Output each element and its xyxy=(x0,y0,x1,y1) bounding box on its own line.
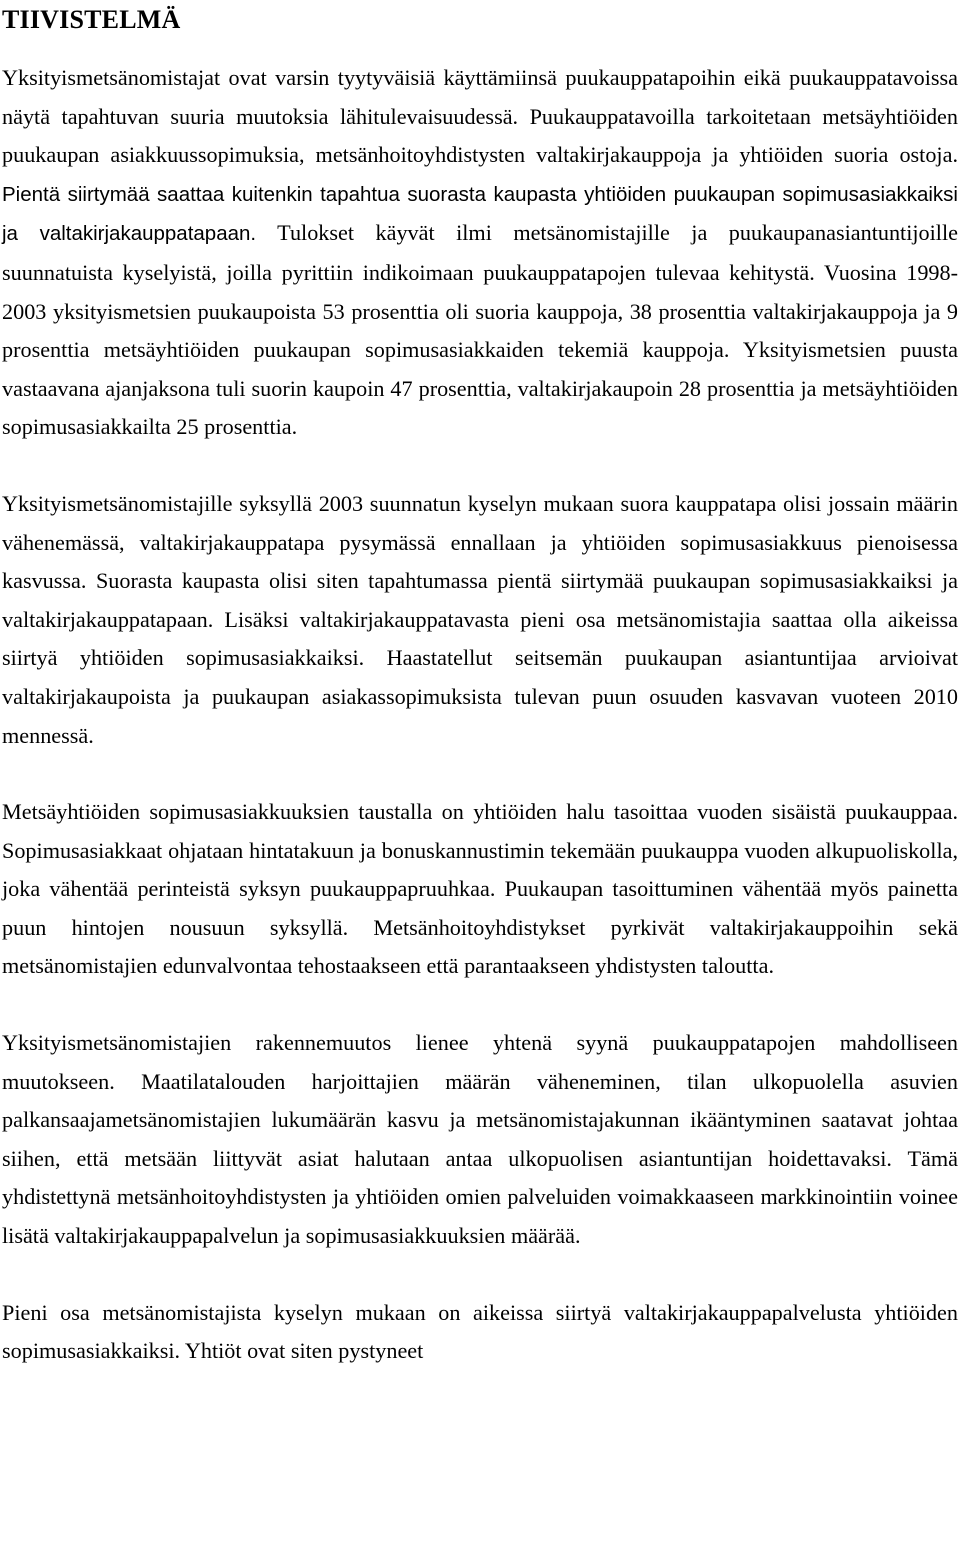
paragraph-1 xyxy=(2,59,958,447)
paragraph-4: Yksityismetsänomistajien rakennemuutos lienee yhtenä syynä puukauppatapojen mahdolliseen muutokseen. Maatilatalouden harjoittajien määrän väheneminen, tilan ulkopuolella asuvien palkansaajametsänomistajien lukumäärän kasvu ja metsänomistajakunnan ikääntyminen saatavat johtaa siihen, että metsään liittyvät asiat halutaan antaa ulkopuolisen asiantuntijan hoidettavaksi. Tämä yhdistettynä metsänhoitoyhdistysten ja yhtiöiden omien palveluiden voimakkaaseen markkinointiin voinee lisätä valtakirjakauppapalvelun ja sopimusasiakkuuksien määrää. xyxy=(2,1030,958,1249)
paragraph-1-part-a: Yksityismetsänomistajat ovat varsin tyytyväisiä käyttämiinsä puukauppatapoihin eikä puukauppatavoissa näytä tapahtuvan suuria muutoksia lähitulevaisuudessä. Puukauppatavoilla tarkoitetaan metsäyhtiöiden puukaupan asiakkuussopimuksia, metsänhoitoyhdistysten valtakirjakauppoja ja yhtiöiden suoria ostoja. xyxy=(2,65,958,168)
paragraph-1-part-c: Tulokset käyvät ilmi metsänomistajille ja puukaupanasiantuntijoille suunnatuista kyselyistä, joilla pyrittiin indikoimaan puukauppatapojen tulevaa kehitystä. Vuosina 1998-2003 yksityismetsien puukaupoista 53 prosenttia oli suoria kauppoja, 38 prosenttia valtakirjakauppoja ja 9 prosenttia metsäyhtiöiden puukaupan sopimusasiakkaiden tekemiä kauppoja. Yksityismetsien puusta vastaavana ajanjaksona tuli suorin kaupoin 47 prosenttia, valtakirjakaupoin 28 prosenttia ja metsäyhtiöiden sopimusasiakkailta 25 prosenttia. xyxy=(2,220,958,440)
page-title: TIIVISTELMÄ xyxy=(2,5,181,34)
paragraph-1-part-b: Pientä siirtymää saattaa kuitenkin tapahtua suorasta kaupasta yhtiöiden puukaupan sopimusasiakkaiksi ja valtakirjakauppatapaan. xyxy=(2,182,958,246)
paragraph-5: Pieni osa metsänomistajista kyselyn mukaan on aikeissa siirtyä valtakirjakauppapalvelusta yhtiöiden sopimusasiakkaiksi. Yhtiöt ovat siten pystyneet xyxy=(2,1299,958,1364)
paragraph-3: Metsäyhtiöiden sopimusasiakkuuksien taustalla on yhtiöiden halu tasoittaa vuoden sisäistä puukauppaa. Sopimusasiakkaat ohjataan hintatakuun ja bonuskannustimin tekemään puukauppa vuoden alkupuoliskolla, joka vähentää perinteistä syksyn puukauppapruuhkaa. Puukaupan tasoittuminen vähentää myös painetta puun hintojen nousuun syksyllä. Metsänhoitoyhdistykset pyrkivät valtakirjakauppoihin sekä metsänomistajien edunvalvontaa tehostaakseen että parantaakseen yhdistysten taloutta. xyxy=(2,799,958,979)
paragraph-2: Yksityismetsänomistajille syksyllä 2003 suunnatun kyselyn mukaan suora kauppatapa olisi jossain määrin vähenemässä, valtakirjakauppatapa pysymässä ennallaan ja yhtiöiden sopimusasiakkuus pienoisessa kasvussa. Suorasta kaupasta olisi siten tapahtumassa pientä siirtymää puukaupan sopimusasiakkaiksi ja valtakirjakauppatapaan. Lisäksi valtakirjakauppatavasta pieni osa metsänomistajia saattaa olla aikeissa siirtyä yhtiöiden sopimusasiakkaiksi. Haastatellut seitsemän puukaupan asiantuntijaa arvioivat valtakirjakaupoista ja puukaupan asiakassopimuksista tulevan puun osuuden kasvavan vuoteen 2010 mennessä. xyxy=(2,490,958,748)
